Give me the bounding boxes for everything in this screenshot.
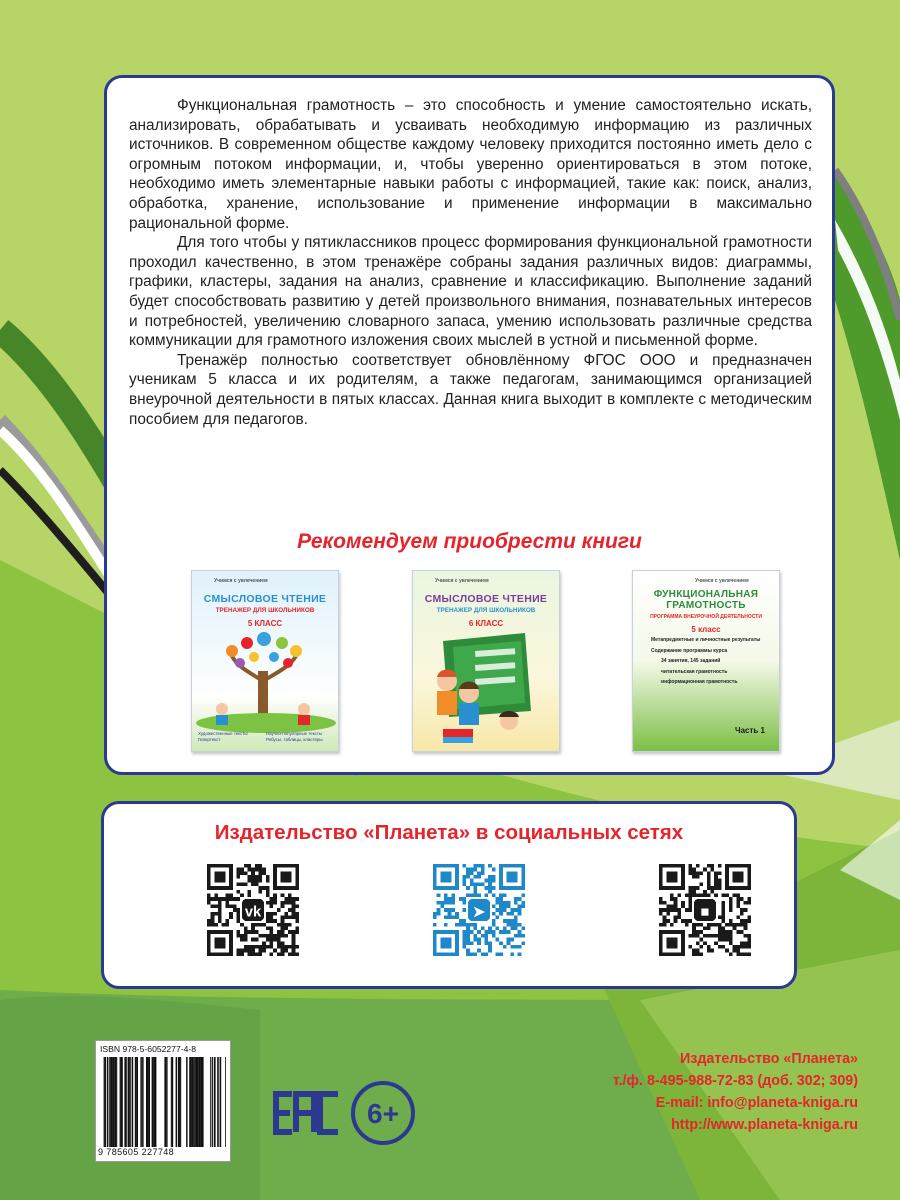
qr-code-vk[interactable]: [207, 864, 299, 956]
svg-text:vk: vk: [244, 904, 262, 921]
intro-paragraph: Для того чтобы у пятиклассников процесс формирования функциональной грамотности проходил качественно, в этом тренажёре собраны задания различных видов: диаграммы, графики, кластеры, задания на анализ, сравнение и классификацию. Выполнение заданий будет способствовать развитию у детей произвольного внимания, познавательных интересов и потребностей, увеличению словарного запаса, умению использовать различные средства коммуникации для грамотного изложения своих мыслей в устной и письменной форме.: [129, 234, 812, 350]
social-title: Издательство «Планета» в социальных сетях: [214, 821, 684, 844]
book-subtitle: ТРЕНАЖЕР ДЛЯ ШКОЛЬНИКОВ: [215, 607, 315, 614]
book-footer-item: Художественные тексты: [198, 731, 248, 736]
age-rating-icon: [350, 1080, 416, 1146]
book-footer-item: Научно-популярные тексты: [266, 731, 323, 736]
book-footer-item: Ребусы, таблицы, кластеры: [266, 737, 323, 742]
book-cover-functional-literacy[interactable]: [632, 570, 780, 752]
recommend-title: Рекомендуем приобрести книги: [297, 530, 642, 553]
book-footer-item: Гипертекст: [198, 737, 221, 742]
barcode: [102, 1057, 226, 1147]
book-series-label: Учимся с увлечением: [214, 578, 268, 584]
intro-paragraph: Функциональная грамотность – это способность и умение самостоятельно искать, анализировать, обрабатывать и усваивать необходимую информацию из различных источников. В современном обществе каждому человеку приходится постоянно иметь дело с огромным потоком информации, и, чтобы уверенно ориентироваться в этом потоке, необходимо иметь элементарные навыки работы с информацией, такие как: поиск, анализ, обработка, хранение, использование и применение информации в максимально рациональной форме.: [129, 97, 812, 232]
isbn-barcode-box: [95, 1040, 231, 1162]
book-contents-item: 34 занятия, 145 заданий: [661, 658, 721, 664]
main-panel: [104, 75, 835, 775]
publisher-site[interactable]: http://www.planeta-kniga.ru: [671, 1117, 858, 1133]
qr-code-planeta[interactable]: [659, 864, 751, 956]
svg-text:➤: ➤: [472, 904, 486, 921]
book-footer-right: [266, 731, 323, 743]
book-title: СМЫСЛОВОЕ ЧТЕНИЕ: [424, 593, 548, 605]
isbn-number: ISBN 978-5-6052277-4-8: [100, 1044, 197, 1054]
publisher-email[interactable]: E-mail: info@planeta-kniga.ru: [655, 1095, 858, 1111]
book-grade: 5 класс: [691, 625, 721, 634]
book-contents-item: Метапредметные и личностные результаты: [651, 637, 761, 643]
book-grade: 6 КЛАСС: [468, 619, 504, 628]
book-grade: 5 КЛАСС: [247, 619, 283, 628]
book-contents-item: информационная грамотность: [661, 679, 738, 685]
book-cover-reading-6[interactable]: [412, 570, 560, 752]
intro-paragraph: Тренажёр полностью соответствует обновлённому ФГОС ООО и предназначен ученикам 5 класса и их родителям, а также педагогам, занимающимся организацией внеурочной деятельности в пятых классах. Данная книга выходит в комплекте с методическим пособием для педагогов.: [129, 351, 812, 428]
book-cover-reading-5[interactable]: [191, 570, 339, 752]
book-title: СМЫСЛОВОЕ ЧТЕНИЕ: [203, 593, 327, 605]
book-part-label: Часть 1: [734, 726, 765, 735]
book-subtitle: ПРОГРАММА ВНЕУРОЧНОЙ ДЕЯТЕЛЬНОСТИ: [650, 614, 762, 620]
publisher-info: [613, 1048, 858, 1136]
social-panel: [101, 801, 797, 989]
eac-mark-icon: [272, 1090, 342, 1136]
kids-book-illustration: [413, 571, 560, 752]
publisher-name: Издательство «Планета»: [679, 1051, 858, 1067]
tree-illustration: [192, 571, 339, 752]
svg-text:■: ■: [700, 904, 710, 921]
age-rating-text: 6+: [367, 1098, 399, 1129]
ean-number: 9 785605 227748: [98, 1147, 175, 1157]
intro-text: [129, 96, 812, 429]
book-footer-left: [198, 731, 248, 743]
book-subtitle: ТРЕНАЖЕР ДЛЯ ШКОЛЬНИКОВ: [436, 607, 536, 614]
book-title: ФУНКЦИОНАЛЬНАЯ ГРАМОТНОСТЬ: [653, 589, 759, 611]
qr-code-telegram[interactable]: [433, 864, 525, 956]
book-contents-item: читательская грамотность: [661, 668, 728, 675]
book-contents-item: Содержание программы курса: [651, 647, 728, 654]
book-series-label: Учимся с увлечением: [435, 578, 489, 584]
publisher-phone: т./ф. 8-495-988-72-83 (доб. 302; 309): [612, 1073, 858, 1089]
book-series-label: Учимся с увлечением: [695, 578, 749, 584]
book-contents-list: [651, 635, 776, 688]
